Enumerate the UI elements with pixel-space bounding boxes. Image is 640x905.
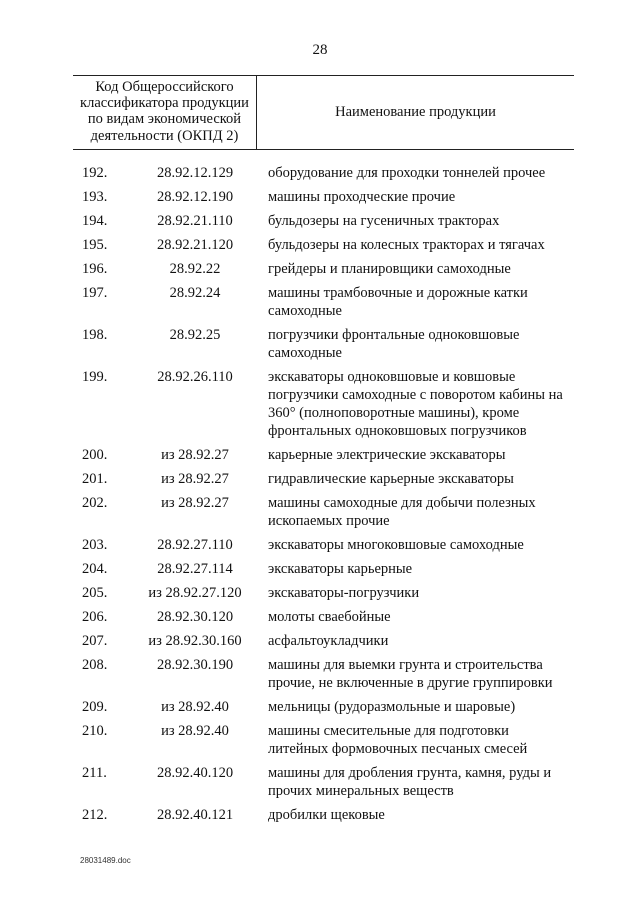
okpd-code: из 28.92.40 [161, 723, 229, 739]
table-row [0, 368, 640, 440]
table-row [0, 236, 640, 254]
table-row [0, 632, 640, 650]
product-table [0, 164, 640, 830]
row-number: 212. [82, 807, 108, 823]
okpd-code: 28.92.25 [169, 327, 221, 343]
product-name: машины самоходные для добычи полезных ископаемых прочие [268, 495, 536, 529]
row-number: 192. [82, 165, 108, 181]
row-number: 206. [82, 609, 108, 625]
product-name: машины для дробления грунта, камня, руды и прочих минеральных веществ [268, 765, 552, 799]
row-number: 203. [82, 537, 108, 553]
table-row [0, 536, 640, 554]
okpd-code: 28.92.30.190 [156, 657, 234, 673]
table-row [0, 698, 640, 716]
product-name: дробилки щековые [268, 807, 385, 823]
okpd-code: 28.92.26.110 [157, 369, 233, 385]
row-number: 194. [82, 213, 108, 229]
okpd-code: 28.92.27.114 [157, 561, 233, 577]
row-number: 204. [82, 561, 108, 577]
product-name: экскаваторы-погрузчики [268, 585, 420, 601]
table-row [0, 446, 640, 464]
product-name: молоты сваебойные [268, 609, 391, 625]
product-name: карьерные электрические экскаваторы [268, 447, 506, 463]
row-number: 202. [82, 495, 108, 511]
okpd-code: 28.92.40.120 [156, 765, 234, 781]
table-row [0, 188, 640, 206]
product-name: мельницы (рудоразмольные и шаровые) [268, 699, 516, 715]
name-column-header: Наименование продукции [335, 104, 496, 120]
row-number: 201. [82, 471, 108, 487]
okpd-code: из 28.92.40 [161, 699, 229, 715]
okpd-code: 28.92.12.129 [156, 165, 234, 181]
okpd-code: из 28.92.27 [161, 495, 229, 511]
okpd-code: 28.92.21.110 [157, 213, 233, 229]
table-row [0, 284, 640, 320]
table-row [0, 212, 640, 230]
row-number: 208. [82, 657, 108, 673]
product-name: асфальтоукладчики [268, 633, 389, 649]
row-number: 197. [82, 285, 108, 301]
table-row [0, 326, 640, 362]
product-name: бульдозеры на гусеничных тракторах [268, 213, 500, 229]
row-number: 209. [82, 699, 108, 715]
code-column-header: Код Общероссийского классификатора продукции по видам экономической деятельности (ОКПД 2) [80, 79, 249, 144]
product-name: экскаваторы многоковшовые самоходные [268, 537, 524, 553]
row-number: 198. [82, 327, 108, 343]
product-name: бульдозеры на колесных тракторах и тягачах [268, 237, 545, 253]
product-name: погрузчики фронтальные одноковшовые самоходные [268, 327, 520, 361]
table-row [0, 806, 640, 824]
okpd-code: из 28.92.27.120 [148, 585, 242, 601]
product-name: экскаваторы одноковшовые и ковшовые погрузчики самоходные с поворотом кабины на 360° (полноповоротные машины), кроме фронтальных одноковшовых погрузчиков [268, 369, 563, 439]
okpd-code: 28.92.27.110 [157, 537, 233, 553]
product-name: машины трамбовочные и дорожные катки самоходные [268, 285, 528, 319]
okpd-code: 28.92.30.120 [156, 609, 234, 625]
table-row [0, 494, 640, 530]
product-name: оборудование для проходки тоннелей прочее [268, 165, 546, 181]
table-row [0, 164, 640, 182]
product-name: грейдеры и планировщики самоходные [268, 261, 511, 277]
okpd-code: из 28.92.27 [161, 447, 229, 463]
row-number: 199. [82, 369, 108, 385]
row-number: 195. [82, 237, 108, 253]
row-number: 205. [82, 585, 108, 601]
row-number: 207. [82, 633, 108, 649]
table-row [0, 260, 640, 278]
table-header [73, 75, 574, 150]
table-row [0, 608, 640, 626]
okpd-code: из 28.92.27 [161, 471, 229, 487]
page-number: 28 [312, 42, 328, 58]
row-number: 193. [82, 189, 108, 205]
table-row [0, 722, 640, 758]
product-name: машины для выемки грунта и строительства прочие, не включенные в другие группировки [268, 657, 553, 691]
okpd-code: 28.92.12.190 [156, 189, 234, 205]
okpd-code: 28.92.21.120 [156, 237, 234, 253]
okpd-code: 28.92.40.121 [156, 807, 234, 823]
row-number: 210. [82, 723, 108, 739]
okpd-code: 28.92.24 [169, 285, 221, 301]
table-row [0, 560, 640, 578]
product-name: машины проходческие прочие [268, 189, 456, 205]
footer-filename: 28031489.doc [80, 856, 131, 865]
row-number: 200. [82, 447, 108, 463]
row-number: 211. [82, 765, 107, 781]
row-number: 196. [82, 261, 108, 277]
table-row [0, 470, 640, 488]
product-name: машины смесительные для подготовки литейных формовочных песчаных смесей [268, 723, 528, 757]
table-row [0, 764, 640, 800]
table-row [0, 656, 640, 692]
product-name: гидравлические карьерные экскаваторы [268, 471, 514, 487]
okpd-code: 28.92.22 [169, 261, 221, 277]
table-row [0, 584, 640, 602]
okpd-code: из 28.92.30.160 [148, 633, 242, 649]
product-name: экскаваторы карьерные [268, 561, 413, 577]
